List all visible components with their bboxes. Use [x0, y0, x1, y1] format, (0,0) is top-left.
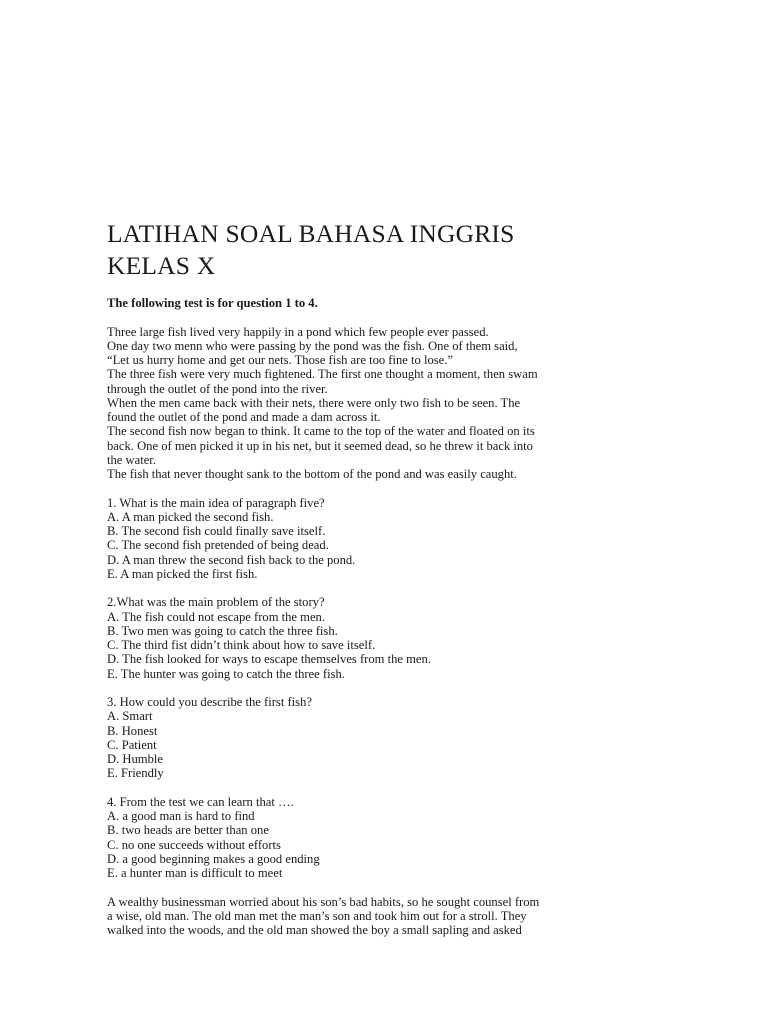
question-3 [107, 695, 667, 781]
answer-option: E. Friendly [107, 766, 164, 781]
answer-option: B. Honest [107, 723, 158, 738]
passage-line: back. One of men picked it up in his net, but it seemed dead, so he threw it back into [107, 438, 533, 453]
answer-option: C. The second fish pretended of being dead. [107, 538, 329, 553]
passage-line: found the outlet of the pond and made a dam across it. [107, 410, 381, 424]
answer-option: E. A man picked the first fish. [107, 566, 258, 581]
answer-option: A. A man picked the second fish. [107, 509, 274, 524]
passage-line: One day two menn who were passing by the pond was the fish. One of them said, [107, 338, 518, 353]
passage-line: When the men came back with their nets, there were only two fish to be seen. The [107, 395, 521, 410]
question-text: 4. From the test we can learn that …. [107, 794, 294, 809]
answer-option: A. Smart [107, 709, 153, 724]
question-text: 1. What is the main idea of paragraph five? [107, 495, 325, 510]
reading-passage-2 [107, 895, 667, 938]
answer-option: D. Humble [107, 752, 163, 766]
passage-line: through the outlet of the pond into the river. [107, 381, 328, 396]
question-4 [107, 795, 667, 881]
answer-option: C. The third fist didn’t think about how to save itself. [107, 638, 376, 652]
instruction-text: The following test is for question 1 to 4. [107, 296, 318, 310]
question-2 [107, 595, 667, 681]
answer-option: D. The fish looked for ways to escape themselves from the men. [107, 652, 431, 667]
reading-passage [107, 325, 667, 482]
document-title [107, 218, 707, 282]
passage-line: a wise, old man. The old man met the man’s son and took him out for a stroll. They [107, 908, 527, 923]
title-line: KELAS X [107, 251, 216, 280]
passage-line: Three large fish lived very happily in a pond which few people ever passed. [107, 324, 489, 339]
document-body [107, 296, 667, 937]
answer-option: A. a good man is hard to find [107, 809, 255, 823]
passage-line: walked into the woods, and the old man showed the boy a small sapling and asked [107, 923, 522, 937]
question-text: 3. How could you describe the first fish? [107, 695, 312, 709]
passage-line: the water. [107, 452, 156, 467]
answer-option: C. Patient [107, 737, 157, 752]
passage-line: “Let us hurry home and get our nets. Those fish are too fine to lose.” [107, 353, 454, 367]
passage-line: A wealthy businessman worried about his son’s bad habits, so he sought counsel from [107, 894, 540, 909]
title-line: LATIHAN SOAL BAHASA INGGRIS [107, 219, 515, 248]
passage-line: The second fish now began to think. It came to the top of the water and floated on its [107, 424, 535, 439]
question-1 [107, 496, 667, 582]
answer-option: C. no one succeeds without efforts [107, 837, 281, 852]
question-text: 2.What was the main problem of the story? [107, 595, 325, 610]
answer-option: B. Two men was going to catch the three fish. [107, 623, 338, 638]
answer-option: D. a good beginning makes a good ending [107, 851, 320, 866]
answer-option: D. A man threw the second fish back to the pond. [107, 552, 356, 567]
answer-option: A. The fish could not escape from the men. [107, 609, 325, 624]
answer-option: E. a hunter man is difficult to meet [107, 866, 283, 880]
answer-option: B. The second fish could finally save itself. [107, 524, 326, 538]
passage-line: The three fish were very much fightened. The first one thought a moment, then swam [107, 367, 538, 382]
answer-option: E. The hunter was going to catch the three fish. [107, 666, 345, 681]
answer-option: B. two heads are better than one [107, 823, 269, 838]
passage-line: The fish that never thought sank to the bottom of the pond and was easily caught. [107, 467, 517, 481]
